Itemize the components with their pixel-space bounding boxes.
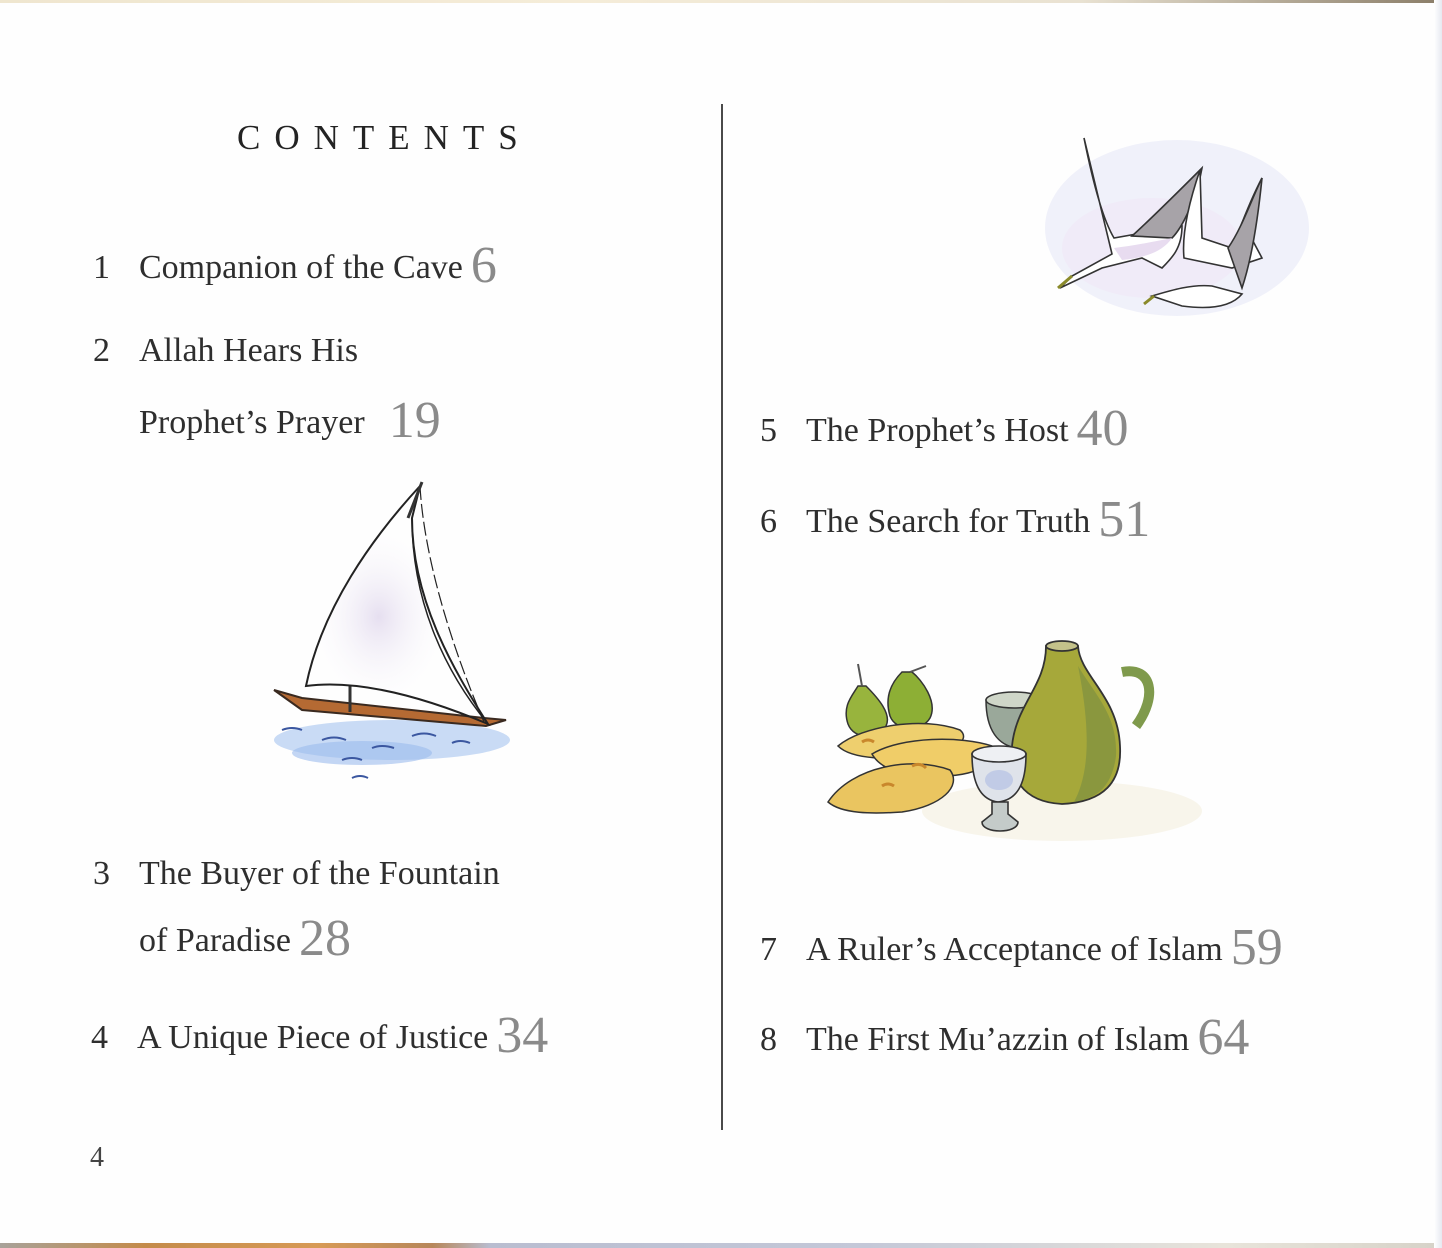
chapter-number: 8 (760, 1021, 777, 1058)
sailboat-illustration (262, 478, 518, 794)
sail-icon (306, 486, 488, 724)
page-number: 34 (496, 1007, 549, 1064)
chapter-title: The First Mu’azzin of Islam (806, 1021, 1190, 1058)
chapter-title-line-1: The Buyer of the Fountain (139, 855, 500, 892)
chapter-title: Companion of the Cave (139, 249, 463, 286)
water-icon (274, 720, 510, 778)
chapter-title-line-1: Allah Hears His (139, 332, 359, 369)
page-top-edge (0, 0, 1442, 3)
jug-icon (1011, 641, 1149, 804)
column-divider (721, 104, 723, 1130)
chapter-title: The Prophet’s Host (806, 412, 1069, 449)
page-number: 19 (388, 392, 441, 449)
still-life-illustration (822, 636, 1212, 876)
contents-heading: CONTENTS (237, 118, 532, 157)
chapter-title: The Search for Truth (806, 503, 1091, 540)
page-number: 28 (299, 910, 352, 967)
page-number: 64 (1197, 1009, 1250, 1066)
chapter-number: 1 (93, 249, 110, 286)
chapter-title-line-2: of Paradise (139, 922, 292, 959)
toc-entry-2[interactable] (93, 334, 358, 368)
toc-entry-7[interactable] (760, 919, 1283, 976)
page-number: 59 (1230, 919, 1283, 976)
chapter-number: 2 (93, 332, 110, 369)
toc-entry-3[interactable] (93, 857, 500, 891)
page-number: 6 (470, 237, 497, 294)
toc-entry-4[interactable] (91, 1007, 549, 1064)
chapter-title: A Unique Piece of Justice (137, 1019, 489, 1056)
toc-entry-5[interactable] (760, 400, 1129, 457)
page-number: 40 (1076, 400, 1129, 457)
toc-entry-2-continued[interactable] (93, 392, 441, 449)
chapter-number: 5 (760, 412, 777, 449)
toc-entry-6[interactable] (760, 491, 1151, 548)
page-bottom-edge (0, 1243, 1442, 1248)
toc-entry-3-continued[interactable] (93, 910, 352, 967)
toc-entry-1[interactable] (93, 237, 497, 294)
chapter-number: 3 (93, 855, 110, 892)
chapter-number: 6 (760, 503, 777, 540)
seagulls-illustration (1032, 118, 1312, 328)
chapter-number: 7 (760, 931, 777, 968)
toc-entry-8[interactable] (760, 1009, 1250, 1066)
chapter-title-line-2: Prophet’s Prayer (139, 404, 365, 441)
chapter-title: A Ruler’s Acceptance of Islam (806, 931, 1223, 968)
folio-page-number: 4 (90, 1142, 104, 1173)
chapter-number: 4 (91, 1019, 108, 1056)
page-right-edge (1434, 0, 1442, 1248)
page-number: 51 (1098, 491, 1151, 548)
